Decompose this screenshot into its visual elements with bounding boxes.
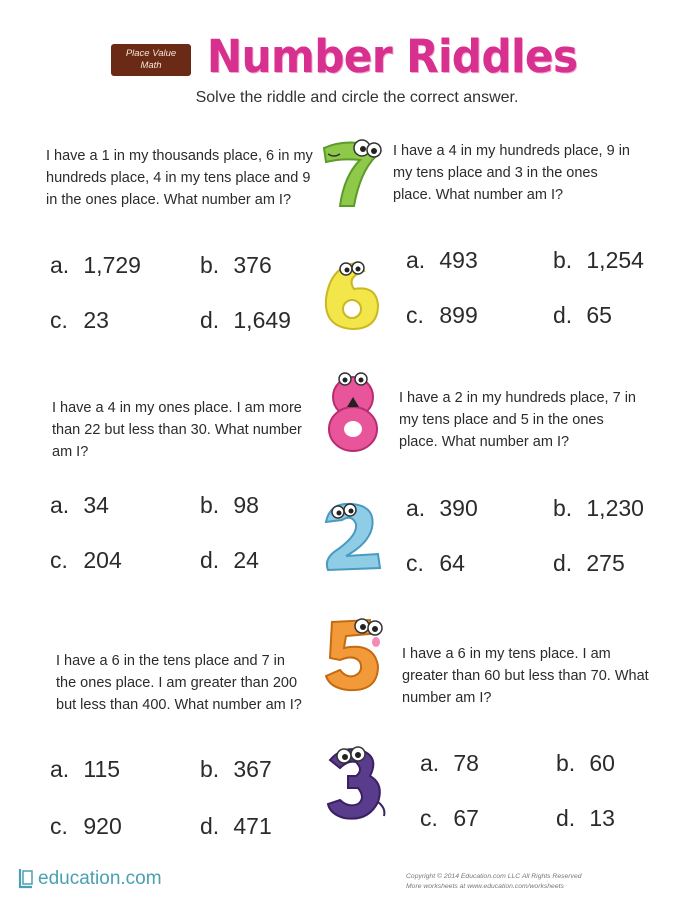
- riddle-6-text: I have a 6 in my tens place. I am greater than 60 but less than 70. What number am I?: [402, 646, 649, 706]
- riddle-4-text: I have a 2 in my hundreds place, 7 in my tens place and 5 in the ones place. What number am I?: [399, 390, 636, 450]
- riddle-2-text: I have a 4 in my hundreds place, 9 in my tens place and 3 in the ones place. What number am I?: [393, 143, 630, 203]
- page-title: Number Riddles: [207, 30, 578, 83]
- riddle-6-option-a: a. 78: [420, 750, 479, 776]
- riddle-5-text: I have a 6 in the tens place and 7 in the ones place. I am greater than 200 but less than 400. What number am I?: [56, 653, 302, 713]
- riddle-1-option-d: d. 1,649: [200, 307, 291, 333]
- riddle-3-option-a: a. 34: [50, 492, 109, 518]
- copyright-line-2: More worksheets at www.education.com/worksheets: [406, 883, 564, 890]
- riddle-6-option-b: b. 60: [556, 750, 615, 776]
- riddle-2-option-d: d. 65: [553, 302, 612, 328]
- riddle-5-option-a: a. 115: [50, 756, 121, 782]
- mascot-three-icon: [320, 738, 392, 828]
- mascot-five-icon: [318, 612, 390, 696]
- badge-line-2: Math: [140, 60, 162, 71]
- mascot-two-icon: [316, 496, 388, 576]
- education-logo: [16, 867, 162, 890]
- riddle-6-option-d: d. 13: [556, 805, 615, 831]
- riddle-3-option-b: b. 98: [200, 492, 259, 518]
- riddle-1-option-b: b. 376: [200, 252, 272, 278]
- riddle-2-option-a: a. 493: [406, 247, 478, 273]
- riddle-4-option-c: c. 64: [406, 550, 465, 576]
- copyright-notice: [406, 872, 666, 892]
- riddle-4-option-a: a. 390: [406, 495, 478, 521]
- riddle-5-option-b: b. 367: [200, 756, 272, 782]
- riddle-4-option-b: b. 1,230: [553, 495, 644, 521]
- riddle-5-option-c: c. 920: [50, 813, 122, 839]
- riddle-4-option-d: d. 275: [553, 550, 625, 576]
- riddle-1-text: I have a 1 in my thousands place, 6 in my hundreds place, 4 in my tens place and 9 in the ones place. What number am I?: [46, 148, 313, 208]
- riddle-2-option-b: b. 1,254: [553, 247, 644, 273]
- riddle-2-option-c: c. 899: [406, 302, 478, 328]
- mascot-six-icon: [316, 255, 388, 335]
- book-logo-icon: [16, 867, 36, 889]
- riddle-3-option-c: c. 204: [50, 547, 122, 573]
- logo-text: education.com: [38, 868, 162, 889]
- riddle-3-option-d: d. 24: [200, 547, 259, 573]
- riddle-3-text: I have a 4 in my ones place. I am more than 22 but less than 30. What number am I?: [52, 400, 302, 460]
- badge-line-1: Place Value: [125, 48, 177, 59]
- mascot-seven-icon: [316, 132, 384, 212]
- riddle-5-option-d: d. 471: [200, 813, 272, 839]
- copyright-line-1: Copyright © 2014 Education.com LLC All Rights Reserved: [406, 873, 582, 880]
- riddle-1-option-c: c. 23: [50, 307, 109, 333]
- riddle-6-option-c: c. 67: [420, 805, 479, 831]
- mascot-eight-icon: [320, 365, 386, 455]
- category-badge: [111, 44, 191, 76]
- instructions: Solve the riddle and circle the correct answer.: [195, 89, 519, 106]
- riddle-1-option-a: a. 1,729: [50, 252, 141, 278]
